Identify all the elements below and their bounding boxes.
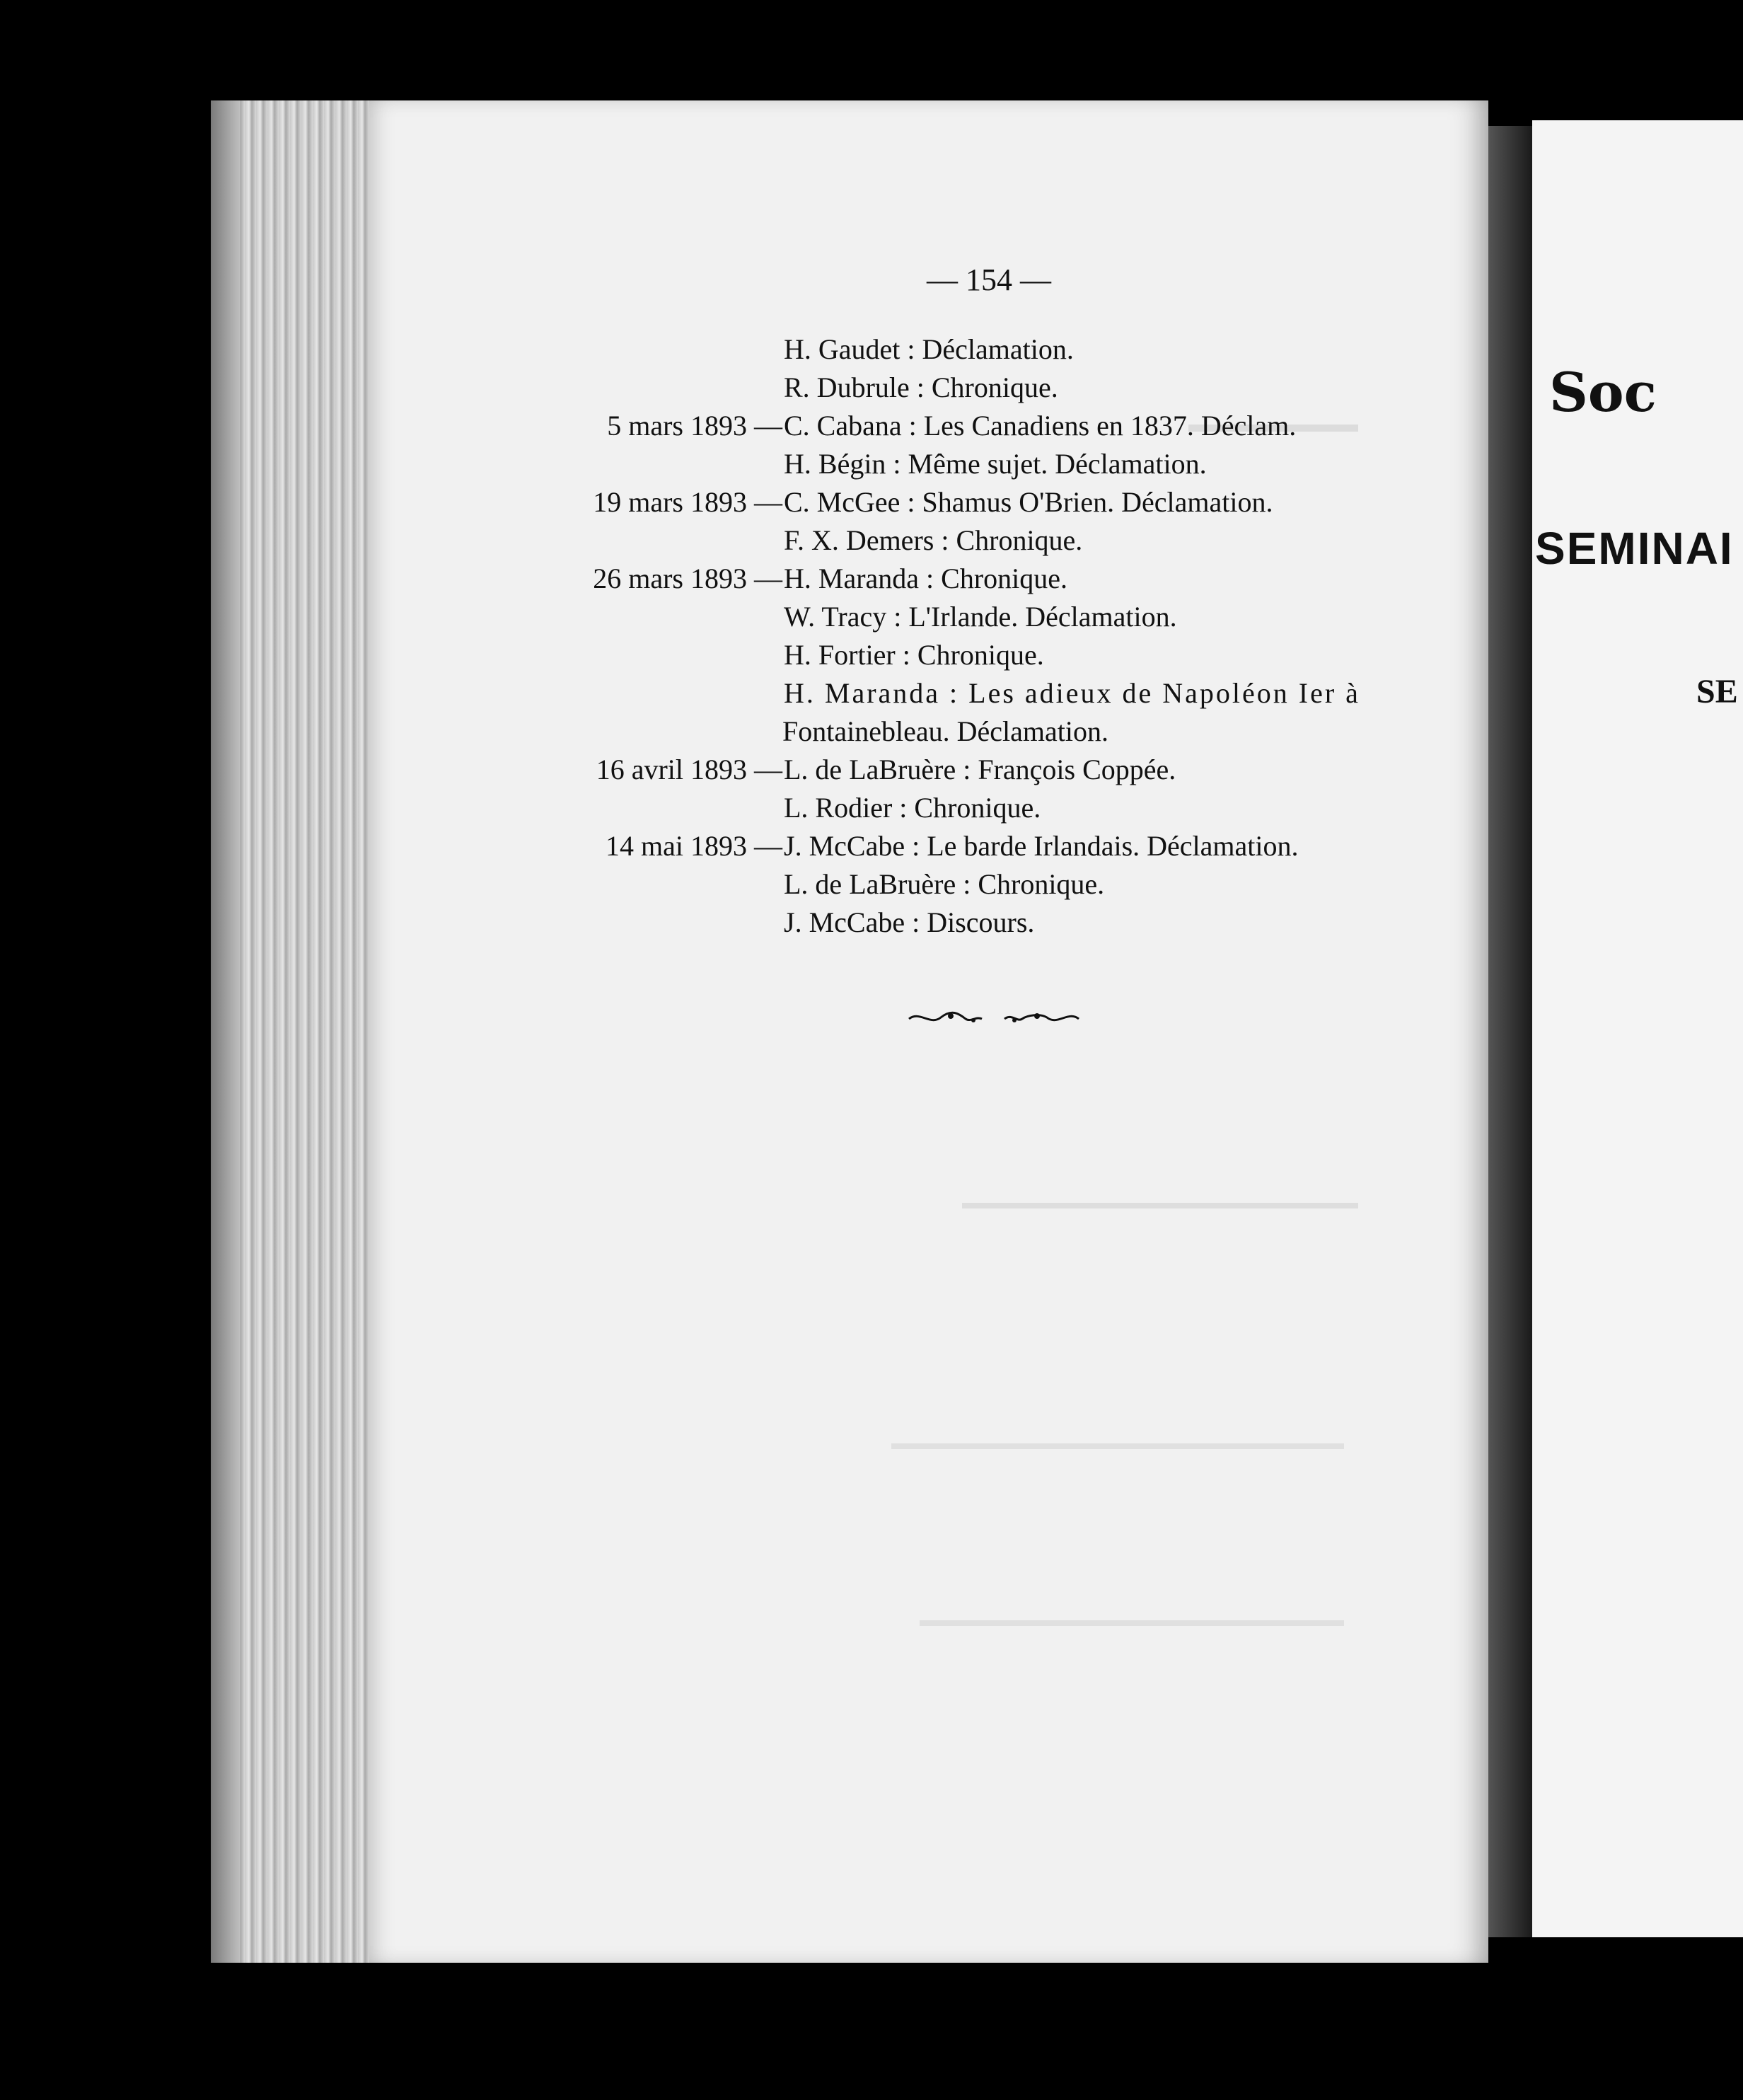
entry-row xyxy=(538,715,1450,753)
entry-date: 16 avril 1893 — xyxy=(596,754,782,785)
entry-row xyxy=(538,676,1450,715)
entry-text: L. Rodier : Chronique. xyxy=(784,792,1041,824)
entry-date: 5 mars 1893 — xyxy=(607,410,782,442)
entry-date: 14 mai 1893 — xyxy=(606,830,782,862)
entry-date: 26 mars 1893 — xyxy=(593,562,782,594)
page-edges-shadow xyxy=(211,100,239,1963)
entry-row xyxy=(538,829,1450,867)
bleed-through-mark xyxy=(891,1443,1344,1449)
bleed-through-mark xyxy=(962,1203,1358,1208)
program-entries xyxy=(538,333,1450,944)
entry-text: J. McCabe : Discours. xyxy=(784,906,1035,938)
entry-text: L. de LaBruère : Chronique. xyxy=(784,868,1105,900)
entry-row xyxy=(538,562,1450,600)
entry-text: H. Maranda : Chronique. xyxy=(784,562,1068,594)
entry-text: R. Dubrule : Chronique. xyxy=(784,371,1058,403)
entry-row xyxy=(538,867,1450,906)
entry-text: L. de LaBruère : François Coppée. xyxy=(784,754,1176,785)
entry-text: H. Fortier : Chronique. xyxy=(784,639,1044,671)
decorative-ornament-icon xyxy=(905,1003,1082,1032)
entry-text: H. Gaudet : Déclamation. xyxy=(784,333,1074,365)
entry-row xyxy=(538,791,1450,829)
entry-date: 19 mars 1893 — xyxy=(593,486,782,518)
facing-page-subtitle: SEMINAI xyxy=(1535,523,1734,574)
entry-row xyxy=(538,409,1450,447)
entry-text: W. Tracy : L'Irlande. Déclamation. xyxy=(784,601,1177,633)
facing-page-heading: SE xyxy=(1696,673,1738,710)
entry-text: Fontainebleau. Déclamation. xyxy=(782,715,1108,747)
entry-row xyxy=(538,333,1450,371)
page-number: — 154 — xyxy=(927,262,1051,297)
entry-text: C. McGee : Shamus O'Brien. Déclamation. xyxy=(784,486,1273,518)
entry-row xyxy=(538,638,1450,676)
entry-row xyxy=(538,753,1450,791)
entry-row xyxy=(538,906,1450,944)
entry-row xyxy=(538,447,1450,485)
entry-row xyxy=(538,524,1450,562)
entry-row xyxy=(538,485,1450,524)
entry-text: H. Bégin : Même sujet. Déclamation. xyxy=(784,448,1207,480)
entry-text: H. Maranda : Les adieux de Napoléon Ier à xyxy=(784,677,1360,709)
entry-text: J. McCabe : Le barde Irlandais. Déclamation. xyxy=(784,830,1299,862)
entry-text: C. Cabana : Les Canadiens en 1837. Déclam. xyxy=(784,410,1297,442)
entry-text: F. X. Demers : Chronique. xyxy=(784,524,1083,556)
entry-row xyxy=(538,600,1450,638)
book-gutter xyxy=(1488,126,1532,1937)
bleed-through-mark xyxy=(920,1620,1344,1626)
facing-page-title: Soc xyxy=(1549,361,1657,424)
entry-row xyxy=(538,371,1450,409)
